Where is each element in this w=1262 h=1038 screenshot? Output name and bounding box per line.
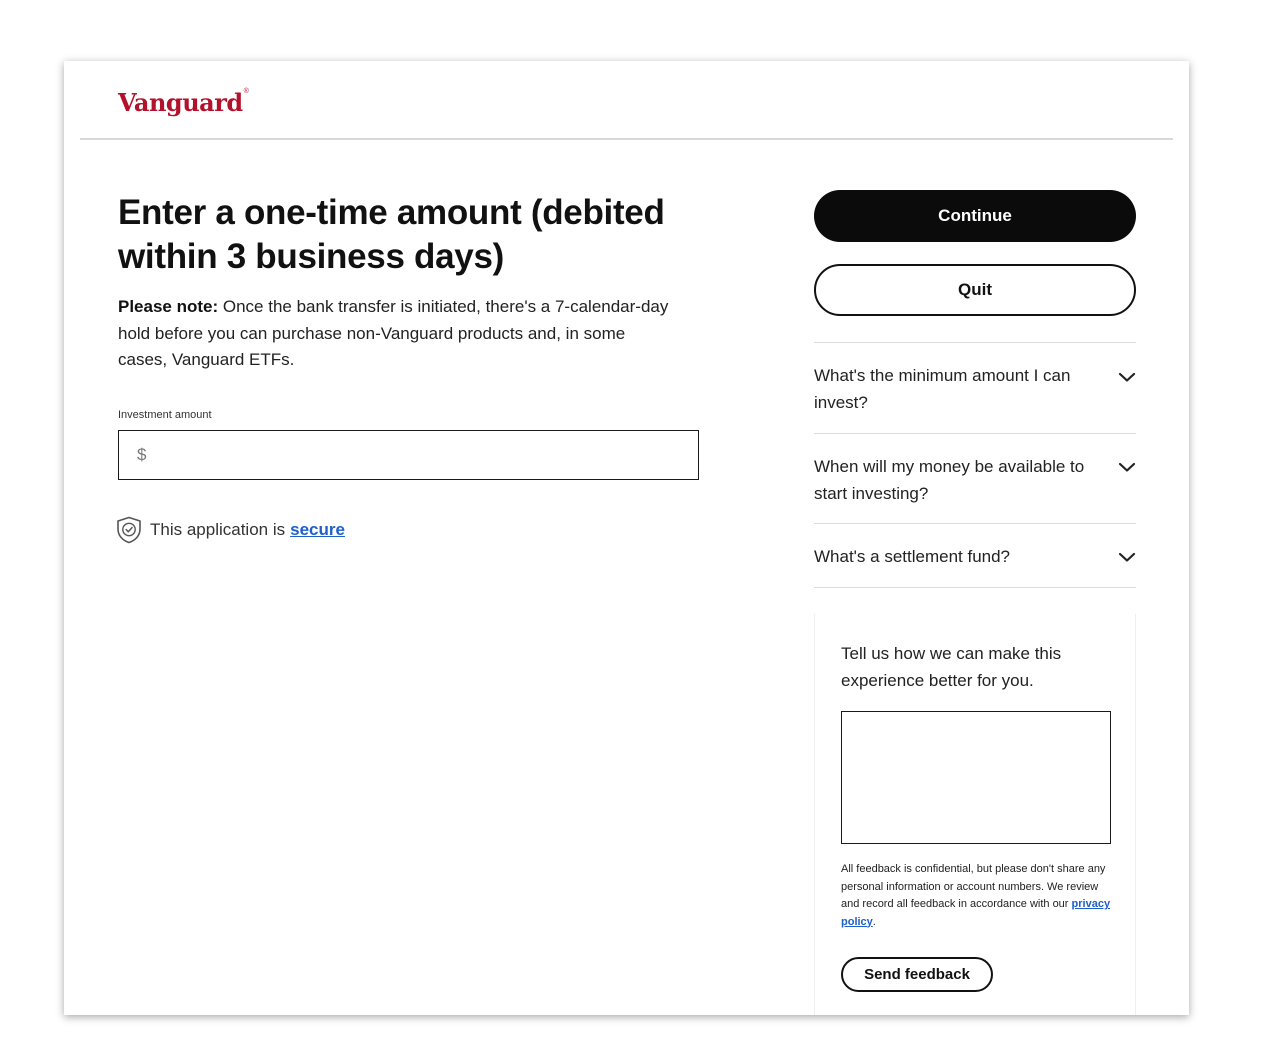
secure-notice: [116, 516, 345, 544]
faq-item-minimum-amount[interactable]: [814, 342, 1136, 433]
faq-question: What's a settlement fund?: [814, 547, 1011, 566]
shield-check-icon: [116, 516, 142, 544]
feedback-note-text: All feedback is confidential, but please don't share any personal information or account numbers. We review and record all feedback in accordance with our: [841, 863, 1106, 910]
privacy-policy-link[interactable]: privacy policy: [841, 898, 1111, 928]
secure-link[interactable]: secure: [290, 520, 345, 539]
investment-amount-label: Investment amount: [118, 409, 212, 421]
continue-button[interactable]: Continue: [814, 190, 1136, 242]
header: [80, 61, 1173, 140]
transfer-note: [118, 294, 678, 374]
quit-button[interactable]: Quit: [814, 264, 1136, 316]
investment-amount-input[interactable]: [146, 430, 698, 480]
chevron-down-icon: [1118, 461, 1136, 473]
faq-item-settlement-fund[interactable]: [814, 523, 1136, 588]
chevron-down-icon: [1118, 371, 1136, 383]
send-feedback-button[interactable]: Send feedback: [841, 957, 993, 992]
faq-accordion: [814, 342, 1136, 588]
registered-mark: ®: [243, 88, 249, 95]
feedback-disclaimer: [841, 861, 1116, 931]
feedback-panel: [814, 614, 1136, 1015]
app-window: [64, 61, 1189, 1015]
investment-amount-field[interactable]: [118, 430, 699, 480]
page-title: Enter a one-time amount (debited within 3 business days): [118, 193, 665, 276]
feedback-note-end: .: [872, 915, 876, 928]
faq-question: When will my money be available to start investing?: [814, 457, 1085, 503]
logo-text: Vanguard: [118, 88, 243, 117]
note-bold-label: Please note:: [118, 297, 219, 316]
vanguard-logo[interactable]: [118, 88, 248, 117]
secure-text: This application is: [150, 520, 286, 539]
feedback-prompt: Tell us how we can make this experience better for you.: [841, 644, 1062, 690]
currency-symbol: $: [137, 445, 147, 464]
feedback-textarea[interactable]: [841, 711, 1111, 844]
note-text: Once the bank transfer is initiated, there's a 7-calendar-day hold before you can purchase non-Vanguard products and, in some cases, Vanguard ETFs.: [118, 297, 669, 369]
faq-item-money-available[interactable]: [814, 433, 1136, 523]
chevron-down-icon: [1118, 551, 1136, 563]
faq-question: What's the minimum amount I can invest?: [814, 366, 1071, 412]
